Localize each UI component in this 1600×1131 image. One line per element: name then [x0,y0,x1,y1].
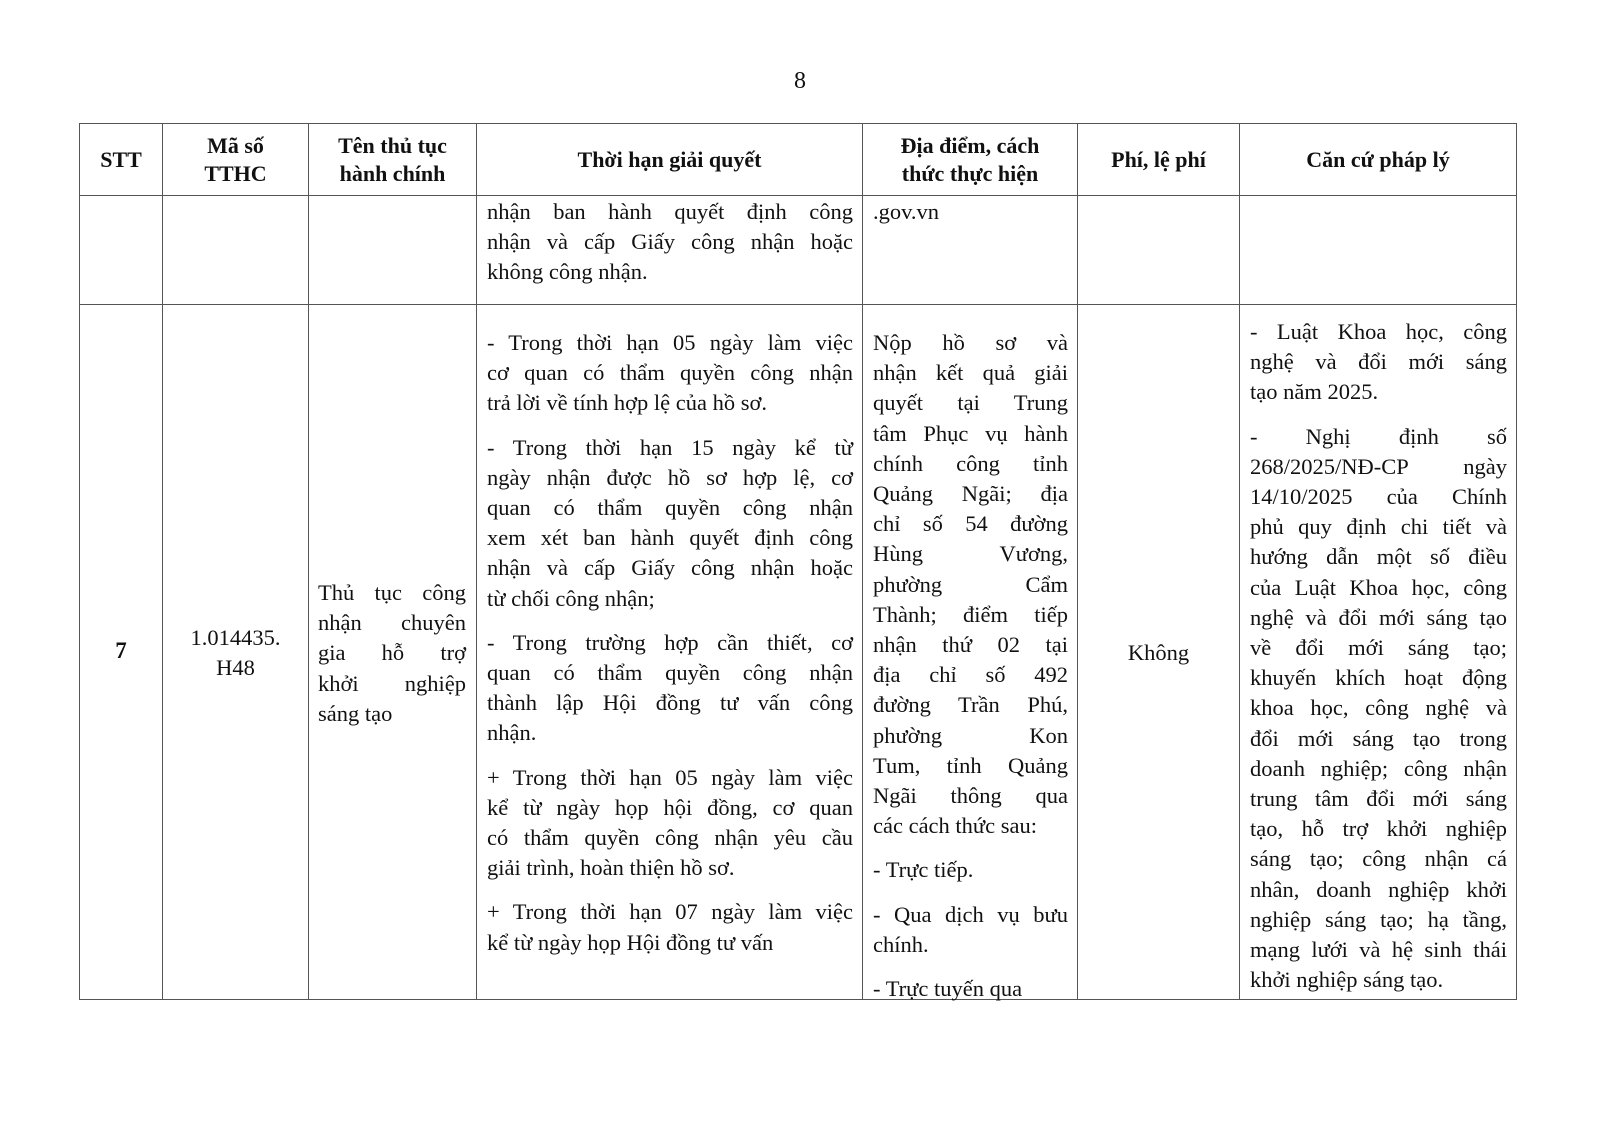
header-ma-so-line-2: TTHC [204,160,267,186]
header-thoi-han [477,124,862,195]
paragraph [1250,422,1507,996]
text-line: khuyến khích hoạt động [1250,665,1507,691]
header-ten-thu-tuc [309,124,476,195]
row-7-stt [80,638,162,664]
column-divider [862,123,863,1000]
column-divider [162,123,163,1000]
text-line: 268/2025/NĐ-CP ngày [1250,453,1507,479]
paragraph-group [873,328,1068,1004]
header-dia-diem-line-1: Địa điểm, cách [900,132,1040,158]
page-number: 8 [794,68,806,94]
header-ma-so-line-1: Mã số [207,132,264,158]
paragraph [487,628,853,749]
header-can-cu [1240,124,1516,195]
text-line: - Trong thời hạn 15 ngày kể từ [487,434,853,460]
text-line: khởi nghiệp sáng tạo. [1250,967,1444,993]
row-7-ten-thu-tuc [318,578,466,729]
continuation-thoi-han [487,197,853,302]
text-line: - Luật Khoa học, công [1250,319,1507,344]
column-divider [1239,123,1240,1000]
text-line: nhận. [487,720,537,746]
text-block [163,623,308,683]
row-7-phi [1078,638,1239,668]
row-7-ma-so [163,623,308,683]
text-line: tạo năm 2025. [1250,379,1379,405]
text-block [318,578,466,729]
text-line: sáng tạo; công nhận cá [1250,846,1507,872]
text-line: phường Cẩm [873,571,1068,597]
text-line: phường Kon [873,722,1068,748]
text-line: gia hỗ trợ [318,640,466,666]
header-phi-label: Phí, lệ phí [1111,146,1206,172]
header-stt-label: STT [100,146,142,172]
text-line: kể từ ngày họp hội đồng, cơ quan [487,794,853,820]
text-line: khởi nghiệp [318,670,466,696]
text-line: từ chối công nhận; [487,585,655,611]
text-line: phủ quy định chi tiết và [1250,514,1507,540]
paragraph-group [1250,317,1507,995]
header-ma-so [163,124,308,195]
text-line: H48 [216,655,255,681]
text-line: - Trực tiếp. [873,857,974,883]
header-can-cu-label: Căn cứ pháp lý [1306,146,1450,172]
text-line: - Nghị định số [1250,423,1507,449]
text-line: quan có thẩm quyền công nhận [487,495,853,521]
text-line: không công nhận. [487,259,648,285]
paragraph [487,433,853,614]
text-line: Quảng Ngãi; địa [873,481,1068,507]
text-line: - Trực tuyến qua [873,976,1023,1002]
header-ten-line-2: hành chính [339,160,446,186]
text-line: Ngãi thông qua [873,783,1068,809]
text-line: doanh nghiệp; công nhận [1250,755,1507,781]
text-line: + Trong thời hạn 05 ngày làm việc [487,764,853,790]
text-line: mạng lưới và hệ sinh thái [1250,937,1507,963]
text-line: - Trong thời hạn 05 ngày làm việc [487,330,853,355]
text-line: .gov.vn [873,199,940,224]
text-line: - Qua dịch vụ bưu [873,901,1068,927]
text-line: trung tâm đổi mới sáng [1250,786,1507,812]
text-line: nghiệp sáng tạo; hạ tầng, [1250,906,1507,932]
text-line: chỉ số 54 đường [873,511,1068,537]
text-line: tâm Phục vụ hành [873,420,1068,446]
row-7-dia-diem [873,328,1068,1018]
text-line: + Trong thời hạn 07 ngày làm việc [487,899,853,925]
text-line: nhận kết quả giải [873,360,1068,386]
text-line: hướng dẫn một số điều [1250,544,1507,570]
row-divider [79,304,1517,305]
column-divider [308,123,309,1000]
text-line: nhận và cấp Giấy công nhận hoặc [487,229,853,255]
text-line: Tum, tỉnh Quảng [873,752,1068,778]
column-divider [1077,123,1078,1000]
text-line: Nộp hồ sơ và [873,330,1068,355]
text-line: - Trong trường hợp cần thiết, cơ [487,629,853,655]
header-stt [80,124,162,195]
text-line: của Luật Khoa học, công [1250,574,1507,600]
text-line: xem xét ban hành quyết định công [487,525,853,551]
header-phi [1078,124,1239,195]
text-line: trả lời về tính hợp lệ của hồ sơ. [487,390,768,416]
paragraph [487,897,853,957]
table-border-left [79,123,80,1000]
text-line: về đổi mới sáng tạo; [1250,635,1507,661]
text-line: có thẩm quyền công nhận yêu cầu [487,825,853,851]
text-line: thành lập Hội đồng tư vấn công [487,690,853,716]
text-block [487,197,853,288]
text-line: Hùng Vương, [873,541,1068,567]
text-line: địa chỉ số 492 [873,662,1068,688]
header-divider [79,195,1517,196]
paragraph [873,855,1068,885]
text-line: sáng tạo [318,700,393,726]
text-line: các cách thức sau: [873,813,1037,839]
text-line: nhân, doanh nghiệp khởi [1250,876,1507,902]
text-line: tạo, hỗ trợ khởi nghiệp [1250,816,1507,842]
row-7-stt-value: 7 [115,638,127,663]
paragraph [873,328,1068,841]
row-7-can-cu [1250,317,1507,1009]
row-7-phi-value: Không [1127,640,1190,665]
text-line: kể từ ngày họp Hội đồng tư vấn [487,929,774,955]
text-line: nhận và cấp Giấy công nhận hoặc [487,555,853,581]
text-line: quan có thẩm quyền công nhận [487,660,853,686]
continuation-dia-diem [873,197,1068,241]
text-line: khoa học, công nghệ và [1250,695,1507,721]
text-line: cơ quan có thẩm quyền công nhận [487,360,853,386]
header-thoi-han-label: Thời hạn giải quyết [577,146,762,172]
text-line: nhận chuyên [318,610,466,636]
header-dia-diem [863,124,1077,195]
header-dia-diem-line-2: thức thực hiện [901,160,1039,186]
text-line: 1.014435. [190,625,281,650]
text-line: nghệ và đổi mới sáng tạo [1250,604,1507,630]
text-line: chính. [873,931,929,957]
text-line: quyết tại Trung [873,390,1068,416]
column-divider [476,123,477,1000]
paragraph [873,900,1068,960]
text-line: chính công tỉnh [873,450,1068,476]
text-line: nhận ban hành quyết định công [487,199,853,224]
text-line: ngày nhận được hồ sơ hợp lệ, cơ [487,464,853,490]
text-line: đổi mới sáng tạo trong [1250,725,1507,751]
text-line: Thành; điểm tiếp [873,601,1068,627]
paragraph [1250,317,1507,408]
header-ten-line-1: Tên thủ tục [338,132,447,158]
text-line: nhận thứ 02 tại [873,632,1068,658]
paragraph [873,974,1068,1004]
table-border-right [1516,123,1517,1000]
text-line: Thủ tục công [318,580,466,605]
paragraph [487,763,853,884]
paragraph-group [487,328,853,958]
text-line: đường Trần Phú, [873,692,1068,718]
paragraph [487,328,853,419]
text-line: nghệ và đổi mới sáng [1250,349,1507,375]
text-line: 14/10/2025 của Chính [1250,484,1507,510]
row-7-thoi-han [487,328,853,972]
text-line: giải trình, hoàn thiện hồ sơ. [487,855,735,881]
text-block [873,197,1068,227]
